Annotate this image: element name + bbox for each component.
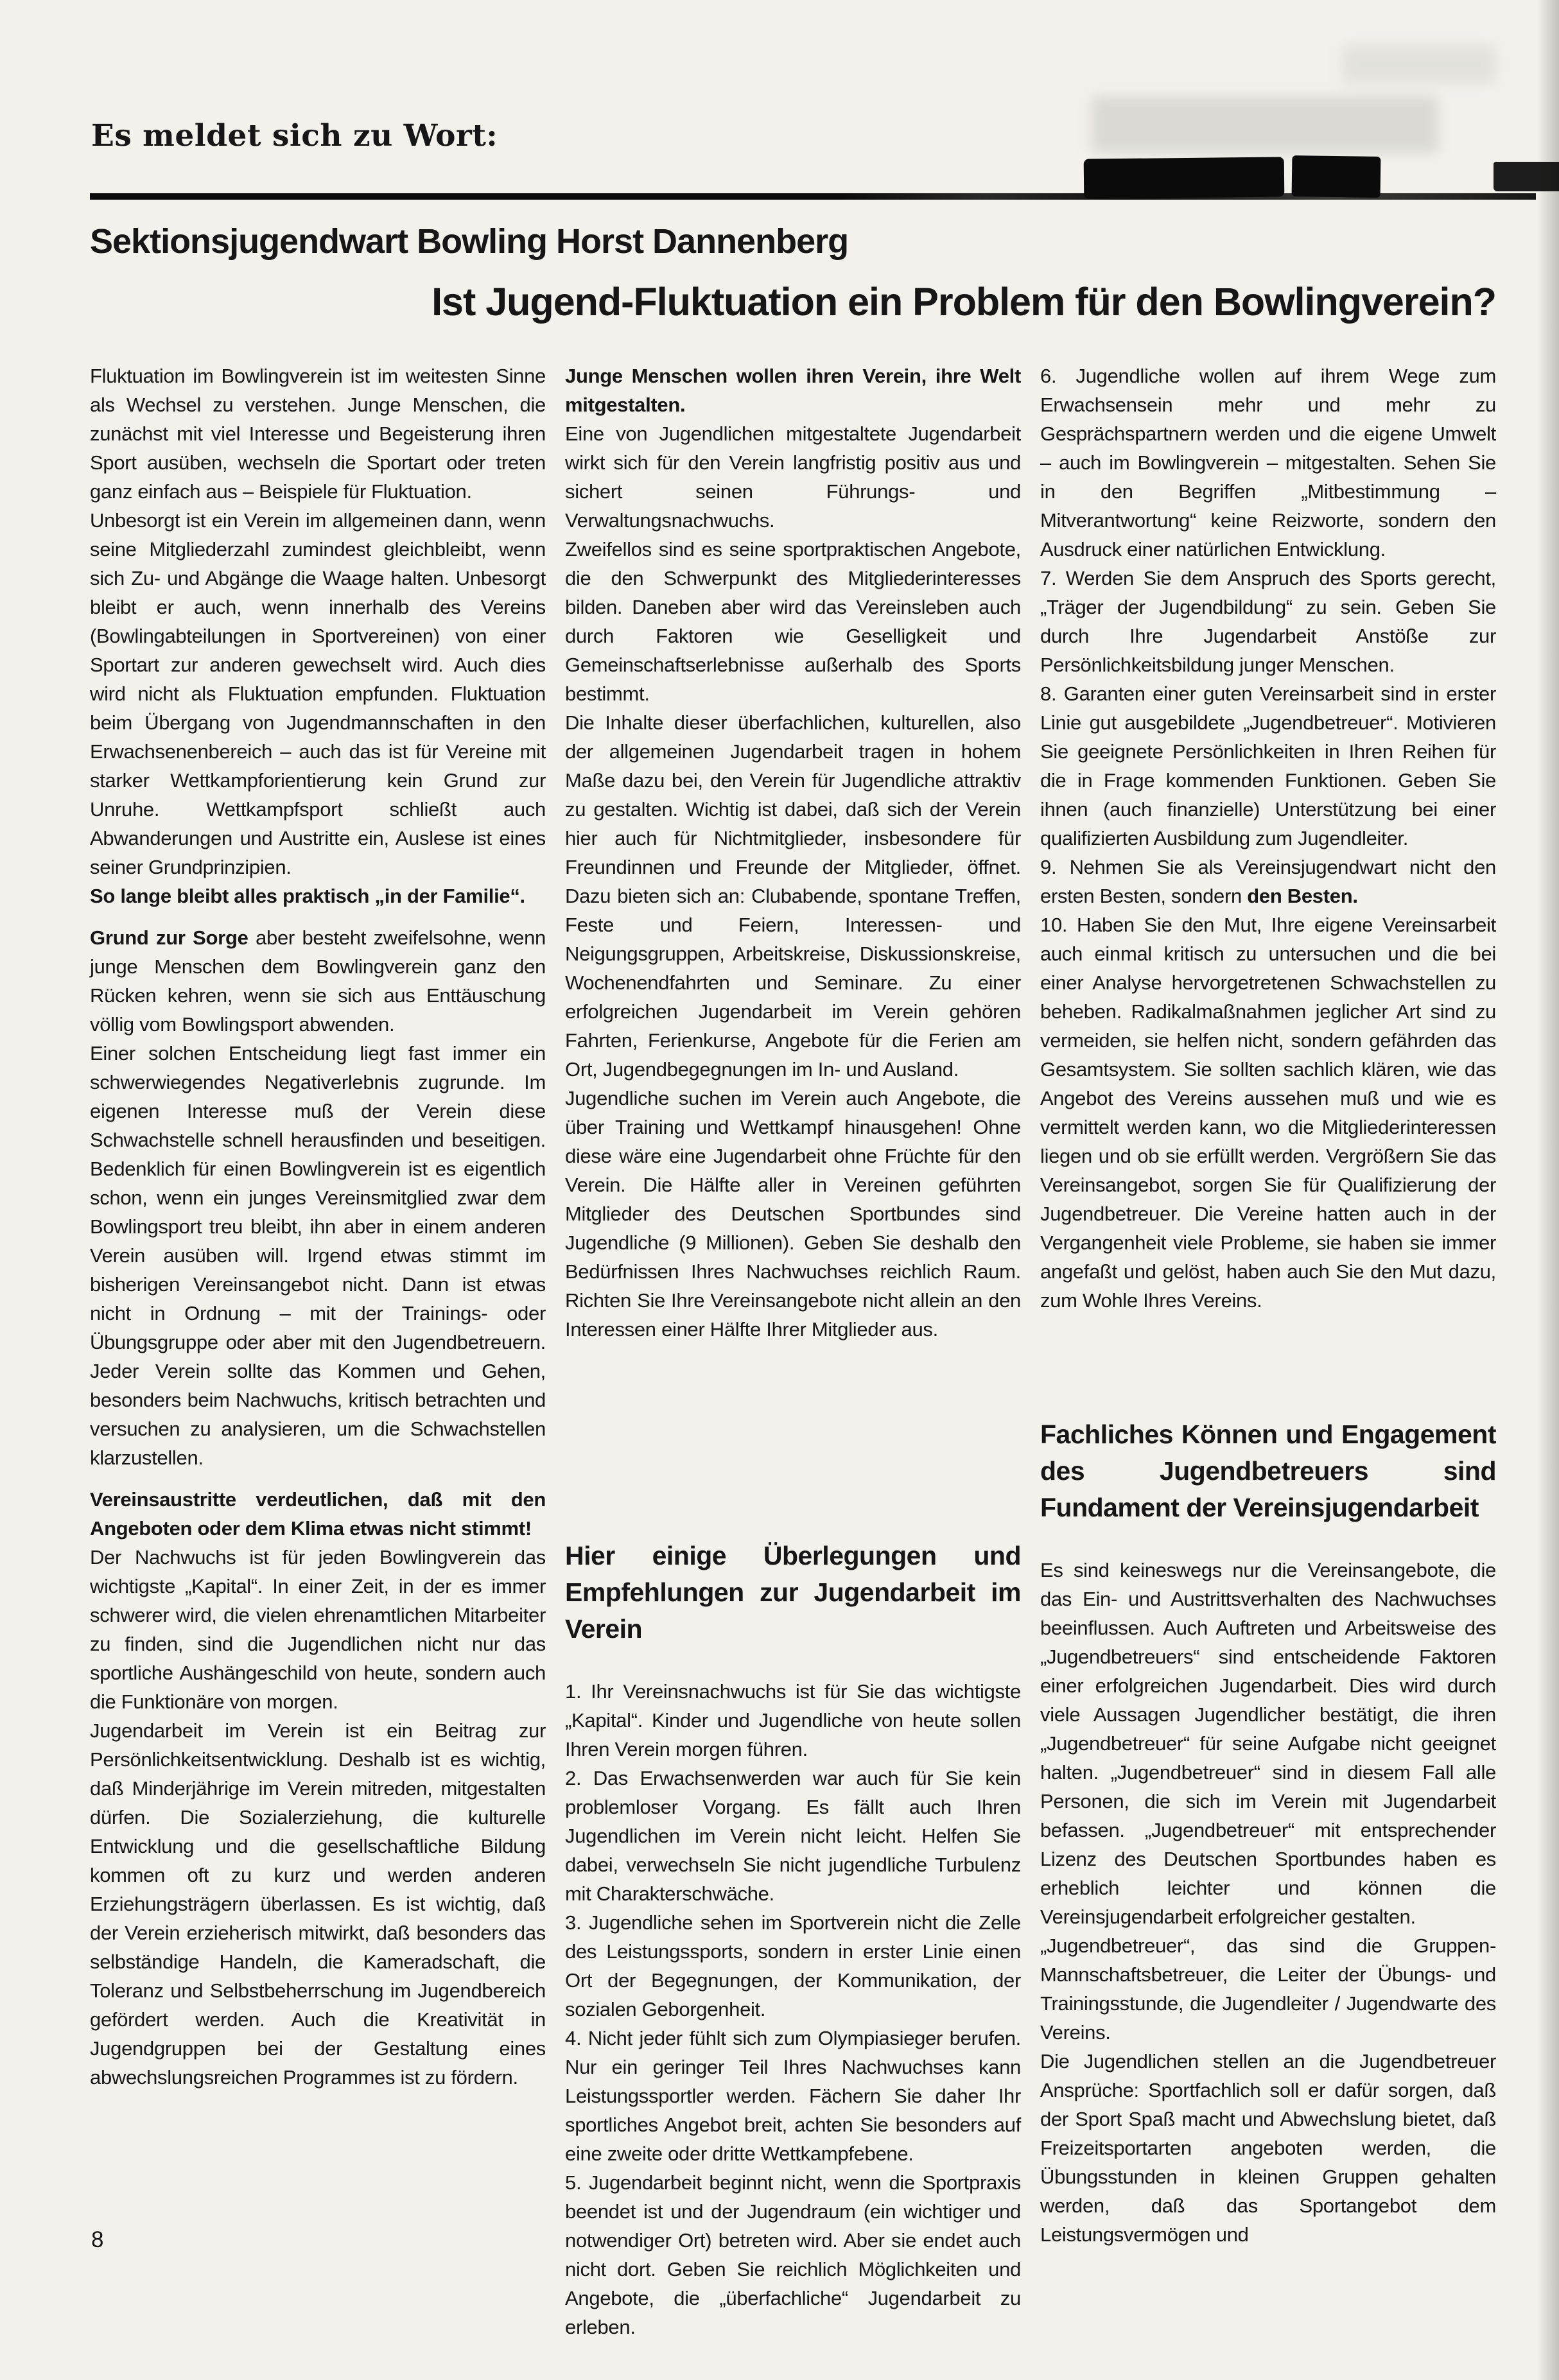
paragraph: Jugendarbeit im Verein ist ein Beitrag zur Persönlichkeitsentwicklung. Deshalb ist es wichtig, daß Minderjährige im Verein mitreden, mitgestalten dürfen. Die Sozialerziehung, die kulturelle Entwicklung und die gesellschaftliche Bildung kommen oft zu kurz und werden anderen Erziehungsträgern überlassen. Es ist wichtig, daß der Verein erzieherisch mitwirkt, daß besonders das selbständige Handeln, die Kameradschaft, die Toleranz und Selbstbeherrschung im Jugendbereich gefördert werden. Auch die Kreativität in Jugendgruppen bei der Gestaltung eines abwechslungsreichen Programmes ist zu fördern. (90, 1719, 546, 2089)
article-columns (90, 361, 1496, 2341)
scan-bleedthrough-smudge (1342, 45, 1496, 83)
page-number: 8 (91, 2227, 104, 2252)
paragraph: Vereinsaustritte verdeutlichen, daß mit den Angeboten oder dem Klima etwas nicht stimmt! (90, 1488, 546, 1540)
paragraph: Fluktuation im Bowlingverein ist im weitesten Sinne als Wechsel zu verstehen. Junge Menschen, die zunächst mit viel Interesse und Begeisterung ihren Sport ausüben, wechseln die Sportart oder treten ganz einfach aus – Beispiele für Fluktuation. (90, 365, 546, 503)
paragraph: Grund zur Sorge aber besteht zweifelsohne, wenn junge Menschen dem Bowlingverein ganz den Rücken kehren, wenn sie sich aus Enttäuschung völlig vom Bowlingsport abwenden. (90, 926, 546, 1036)
paragraph: 8. Garanten einer guten Vereinsarbeit sind in erster Linie gut ausgebildete „Jugendbetreuer“. Motivieren Sie geeignete Persönlichkeiten in Ihren Reihen für die in Frage kommenden Funktionen. Geben Sie ihnen (auch finanzielle) Unterstützung bei einer qualifizierten Ausbildung zum Jugendleiter. (1040, 682, 1496, 849)
paragraph: Die Jugendlichen stellen an die Jugendbetreuer Ansprüche: Sportfachlich soll er dafür sorgen, daß der Sport Spaß macht und Abwechslung bietet, daß Freizeitsportarten angeboten werden, die Übungsstunden in kleinen Gruppen gehalten werden, daß das Sportangebot dem Leistungsvermögen und (1040, 2050, 1496, 2246)
paragraph: 10. Haben Sie den Mut, Ihre eigene Vereinsarbeit auch einmal kritisch zu untersuchen und die bei einer Analyse hervorgetretenen Schwachstellen zu beheben. Radikalmaßnahmen jeglicher Art sind zu vermeiden, sie helfen nicht, sondern gefährden das Gesamtsystem. Sie sollten sachlich klären, wie das Angebot des Vereins aussehen muß und wie es vermittelt werden kann, wo die Mitgliederinteressen liegen und ob sie erfüllt werden. Vergrößern Sie das Vereinsangebot, sorgen Sie für Qualifizierung der Jugendbetreuer. Die Vereine hatten auch in der Vergangenheit viele Probleme, sie haben sie immer angefaßt und gelöst, haben auch Sie den Mut dazu, zum Wohle Ihres Vereins. (1040, 914, 1496, 1312)
paragraph: Die Inhalte dieser überfachlichen, kulturellen, also der allgemeinen Jugendarbeit tragen in hohem Maße dazu bei, den Verein für Jugendliche attraktiv zu gestalten. Wichtig ist dabei, daß sich der Verein hier auch für Nichtmitglieder, insbesondere für Freundinnen und Freunde der Mitglieder, öffnet. Dazu bieten sich an: Clubabende, spontane Treffen, Feste und Feiern, Interessen- und Neigungsgruppen, Arbeitskreise, Diskussionskreise, Wochenendfahrten und Seminare. Zu einer erfolgreichen Jugendarbeit im Verein gehören Fahrten, Ferienkurse, Angebote für die Ferien am Ort, Jugendbegegnungen im In- und Ausland. (565, 711, 1021, 1081)
paragraph: 5. Jugendarbeit beginnt nicht, wenn die Sportpraxis beendet ist und der Jugendraum (ein wichtiger und notwendiger Ort) betreten wird. Aber sie endet auch nicht dort. Geben Sie reichlich Möglichkeiten und Angebote, die „überfachliche“ Jugendarbeit zu erleben. (565, 2171, 1021, 2338)
scan-artifact-corner-mark (1494, 162, 1559, 191)
section-heading: Fachliches Können und Engagement des Jugendbetreuers sind Fundament der Vereinsjugendarbeit (1040, 1420, 1496, 1522)
page-edge-shadow (1537, 0, 1559, 2380)
paragraph: Einer solchen Entscheidung liegt fast immer ein schwerwiegendes Negativerlebnis zugrunde. Im eigenen Interesse muß der Verein diese Schwachstelle schnell herausfinden und beseitigen. Bedenklich für einen Bowlingverein ist es eigentlich schon, wenn ein junges Vereinsmitglied zwar dem Bowlingsport treu bleibt, ihn aber in einem anderen Verein ausüben will. Irgend etwas stimmt im bisherigen Vereinsangebot nicht. Dann ist etwas nicht in Ordnung – mit der Trainings- oder Übungsgruppe oder aber mit den Jugendbetreuern. Jeder Verein sollte das Kommen und Gehen, besonders beim Nachwuchs, kritisch betrachten und versuchen zu analysieren, um die Schwachstellen klarzustellen. (90, 1042, 546, 1469)
paragraph: 2. Das Erwachsenwerden war auch für Sie kein problemloser Vorgang. Es fällt auch Ihren Jugendlichen im Verein nicht leicht. Helfen Sie dabei, verwechseln Sie nicht jugendliche Turbulenz mit Charakterschwäche. (565, 1767, 1021, 1905)
column-2 (565, 361, 1021, 2341)
article-subtitle: Ist Jugend-Fluktuation ein Problem für den Bowlingverein? (431, 280, 1496, 324)
paragraph: Eine von Jugendlichen mitgestaltete Jugendarbeit wirkt sich für den Verein langfristig positiv aus und sichert seinen Führungs- und Verwaltungsnachwuchs. (565, 422, 1021, 532)
paragraph: Unbesorgt ist ein Verein im allgemeinen dann, wenn seine Mitgliederzahl zumindest gleichbleibt, wenn sich Zu- und Abgänge die Waage halten. Unbesorgt bleibt er auch, wenn innerhalb des Vereins (Bowlingabteilungen in Sportvereinen) von einer Sportart zur anderen gewechselt wird. Auch dies wird nicht als Fluktuation empfunden. Fluktuation beim Übergang von Jugendmannschaften in den Erwachsenenbereich – auch das ist für Vereine mit starker Wettkampforientierung kein Grund zur Unruhe. Wettkampfsport schließt auch Abwanderungen und Austritte ein, Auslese ist eines seiner Grundprinzipien. (90, 509, 546, 878)
column-1 (90, 361, 546, 2092)
scan-artifact-black-bar (1292, 155, 1381, 198)
bold-tail: den Besten. (1247, 885, 1358, 907)
article-title: Sektionsjugendwart Bowling Horst Dannenberg (90, 222, 849, 261)
scan-bleedthrough-smudge (1092, 96, 1438, 153)
paragraph: 4. Nicht jeder fühlt sich zum Olympiasieger berufen. Nur ein geringer Teil Ihres Nachwuchses kann Leistungssportler werden. Fächern Sie daher Ihr sportliches Angebot breit, achten Sie besonders auf eine zweite oder dritte Wettkampfebene. (565, 2027, 1021, 2165)
paragraph: Es sind keineswegs nur die Vereinsangebote, die das Ein- und Austrittsverhalten des Nachwuchses beeinflussen. Auch Auftreten und Arbeitsweise des „Jugendbetreuers“ sind entscheidende Faktoren einer erfolgreichen Jugendarbeit. Dies wird durch viele Aussagen Jugendlicher bestätigt, die ihren „Jugendbetreuer“ für seine Aufgabe nicht geeignet halten. „Jugendbetreuer“ sind in diesem Fall alle Personen, die sich im Verein mit Jugendarbeit befassen. „Jugendbetreuer“ mit entsprechender Lizenz des Deutschen Sportbundes haben es erheblich leichter und können die Vereinsjugendarbeit erfolgreicher gestalten. (1040, 1559, 1496, 1928)
paragraph: 3. Jugendliche sehen im Sportverein nicht die Zelle des Leistungssports, sondern in erster Linie einen Ort der Begegnungen, der Kommunikation, der sozialen Geborgenheit. (565, 1911, 1021, 2020)
column-3 (1040, 361, 1496, 2249)
paragraph: So lange bleibt alles praktisch „in der Familie“. (90, 885, 525, 907)
kicker: Es meldet sich zu Wort: (91, 118, 498, 153)
bold-lead: Grund zur Sorge (90, 926, 248, 949)
paragraph: Junge Menschen wollen ihren Verein, ihre Welt mitgestalten. (565, 365, 1021, 416)
paragraph: 7. Werden Sie dem Anspruch des Sports gerecht, „Träger der Jugendbildung“ zu sein. Geben Sie durch Ihre Jugendarbeit Anstöße zur Persönlichkeitsbildung junger Menschen. (1040, 567, 1496, 676)
paragraph: Jugendliche suchen im Verein auch Angebote, die über Training und Wettkampf hinausgehen! Ohne diese wäre eine Jugendarbeit ohne Früchte für den Verein. Die Hälfte aller in Vereinen geführten Mitglieder des Deutschen Sportbundes sind Jugendliche (9 Millionen). Geben Sie deshalb den Bedürfnissen Ihres Nachwuchses reichlich Raum. Richten Sie Ihre Vereinsangebote nicht allein an den Interessen einer Hälfte Ihrer Mitglieder aus. (565, 1087, 1021, 1341)
paragraph: Zweifellos sind es seine sportpraktischen Angebote, die den Schwerpunkt des Mitgliederinteresses bilden. Daneben aber wird das Vereinsleben auch durch Faktoren wie Geselligkeit und Gemeinschaftserlebnisse außerhalb des Sports bestimmt. (565, 538, 1021, 705)
section-heading: Hier einige Überlegungen und Empfehlungen zur Jugendarbeit im Verein (565, 1541, 1021, 1644)
scan-artifact-black-bar (1084, 157, 1285, 198)
paragraph: 1. Ihr Vereinsnachwuchs ist für Sie das wichtigste „Kapital“. Kinder und Jugendliche von heute sollen Ihren Verein morgen führen. (565, 1680, 1021, 1760)
paragraph: 6. Jugendliche wollen auf ihrem Wege zum Erwachsensein mehr und mehr zu Gesprächspartnern werden und die eigene Umwelt – auch im Bowlingverein – mitgestalten. Sehen Sie in den Begriffen „Mitbestimmung – Mitverantwortung“ keine Reizworte, sondern den Ausdruck einer natürlichen Entwicklung. (1040, 365, 1496, 560)
paragraph: „Jugendbetreuer“, das sind die Gruppen- Mannschaftsbetreuer, die Leiter der Übungs- und Trainingsstunde, die Jugendleiter / Jugendwarte des Vereins. (1040, 1934, 1496, 2044)
paragraph: 9. Nehmen Sie als Vereinsjugendwart nicht den ersten Besten, sondern den Besten. (1040, 856, 1496, 907)
paragraph: Der Nachwuchs ist für jeden Bowlingverein das wichtigste „Kapital“. In einer Zeit, in der es immer schwerer wird, die vielen ehrenamtlichen Mitarbeiter zu finden, sind die Jugendlichen nicht nur das sportliche Aushängeschild von heute, sondern auch die Funktionäre von morgen. (90, 1546, 546, 1713)
